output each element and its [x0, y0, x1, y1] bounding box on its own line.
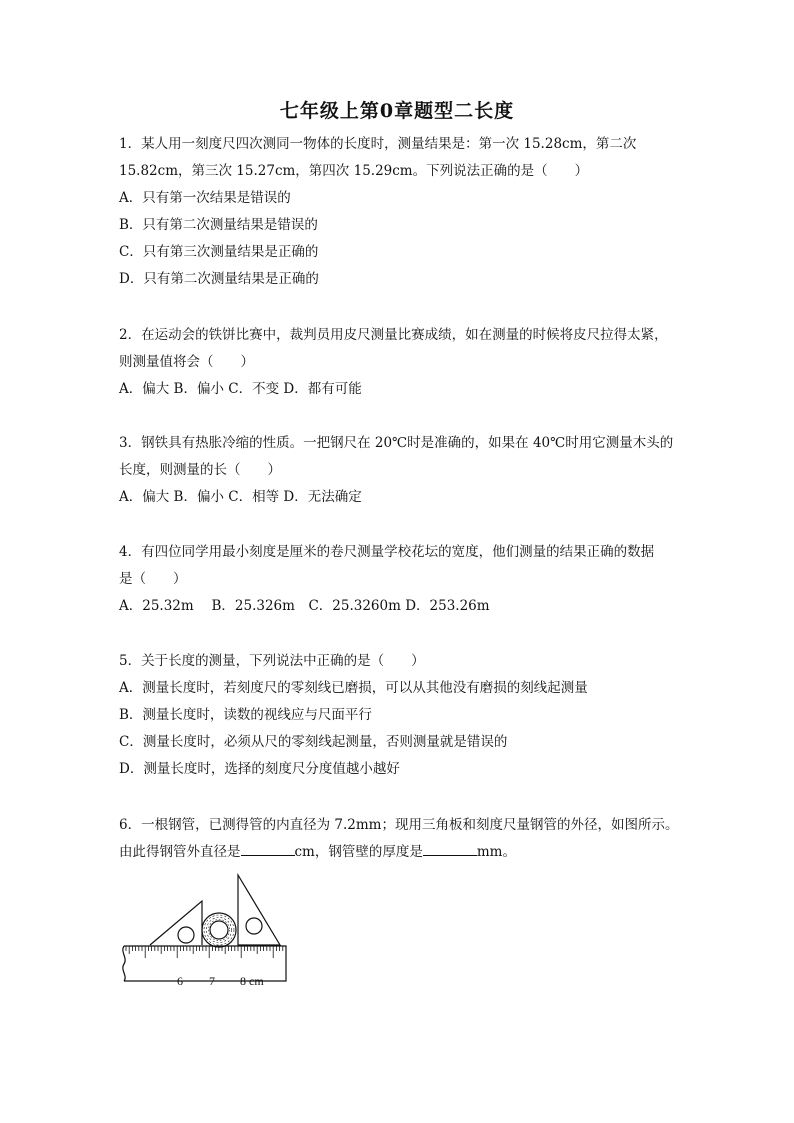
steel-pipe-outer — [202, 913, 236, 947]
q6-text-c: mm。 — [476, 844, 516, 860]
q2-stem-line2: 则测量值将会（ ） — [119, 354, 254, 370]
q1-option-c: C．只有第三次测量结果是正确的 — [119, 244, 319, 260]
q3-options: A．偏大 B．偏小 C．相等 D．无法确定 — [119, 489, 362, 505]
ruler-label-8cm: 8 cm — [240, 974, 264, 988]
q1-stem-line1: 1．某人用一刻度尺四次测同一物体的长度时，测量结果是：第一次 15.28cm，第二次 — [119, 136, 637, 152]
answer-blank-outer-diameter[interactable] — [241, 843, 295, 856]
left-set-square — [150, 901, 202, 945]
q1-option-a: A．只有第一次结果是错误的 — [119, 190, 291, 206]
ruler-wavy-edge — [123, 946, 125, 981]
q6-text-b: cm，钢管壁的厚度是 — [294, 844, 423, 860]
ruler-ticks — [126, 946, 283, 958]
set-square-hole-left — [178, 927, 194, 943]
set-square-hole-right — [246, 918, 262, 934]
q6-stem-line1: 6．一根钢管，已测得管的内直径为 7.2mm；现用三角板和刻度尺量钢管的外径，如图所示。 — [119, 817, 679, 833]
ruler-label-6: 6 — [177, 974, 183, 988]
q5-option-d: D．测量长度时，选择的刻度尺分度值越小越好 — [119, 761, 400, 777]
q5-option-c: C．测量长度时，必须从尺的零刻线起测量，否则测量就是错误的 — [119, 734, 508, 750]
q2-stem-line1: 2．在运动会的铁饼比赛中，裁判员用皮尺测量比赛成绩，如在测量的时候将皮尺拉得太紧， — [119, 327, 668, 343]
page-title: 七年级上第0章题型二长度 — [279, 100, 515, 122]
q2-options: A．偏大 B．偏小 C．不变 D．都有可能 — [119, 381, 362, 397]
right-set-square — [238, 875, 280, 945]
q6-text-a: 由此得钢管外直径是 — [119, 844, 241, 860]
answer-blank-wall-thickness[interactable] — [423, 843, 477, 856]
pipe-wall-hatching — [204, 915, 234, 945]
q4-options: A．25.32m B．25.326m C．25.3260m D．253.26m — [119, 598, 490, 614]
q1-option-b: B．只有第二次测量结果是错误的 — [119, 217, 318, 233]
q4-stem-line1: 4．有四位同学用最小刻度是厘米的卷尺测量学校花坛的宽度，他们测量的结果正确的数据 — [119, 544, 655, 560]
q3-stem-line1: 3．钢铁具有热胀冷缩的性质。一把钢尺在 20℃时是准确的，如果在 40℃时用它测量木头的 — [119, 435, 674, 451]
q5-stem: 5．关于长度的测量，下列说法中正确的是（ ） — [119, 653, 425, 669]
steel-pipe-inner — [210, 921, 228, 939]
q3-stem-line2: 长度，则测量的长（ ） — [119, 462, 281, 478]
ruler-label-7: 7 — [209, 974, 215, 988]
ruler-measurement-figure — [118, 868, 294, 992]
q5-option-a: A．测量长度时，若刻度尺的零刻线已磨损，可以从其他没有磨损的刻线起测量 — [119, 680, 588, 696]
q1-stem-line2: 15.82cm，第三次 15.27cm，第四次 15.29cm。下列说法正确的是（ ） — [119, 163, 589, 179]
q4-stem-line2: 是（ ） — [119, 571, 187, 587]
q6-stem-line2 — [119, 843, 516, 861]
q5-option-b: B．测量长度时，读数的视线应与尺面平行 — [119, 707, 372, 723]
q1-option-d: D．只有第二次测量结果是正确的 — [119, 271, 319, 287]
